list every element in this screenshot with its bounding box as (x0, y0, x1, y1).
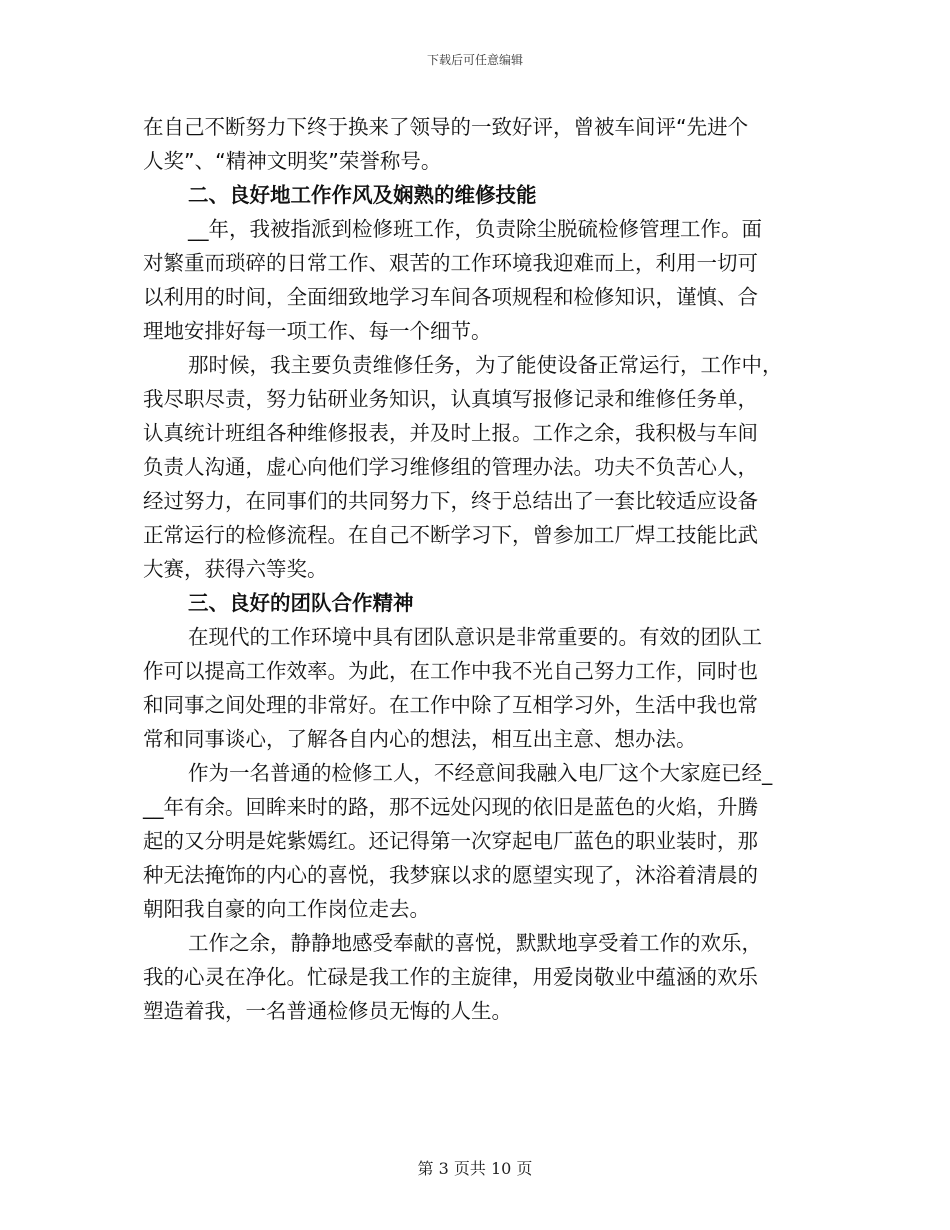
text-line: __年，我被指派到检修班工作，负责除尘脱硫检修管理工作。面 (188, 217, 762, 241)
page-header: 下载后可任意编辑 (426, 53, 523, 67)
section-heading: 三、良好的团队合作精神 (188, 591, 414, 615)
text-line: 负责人沟通，虚心向他们学习维修组的管理办法。功夫不负苦心人， (143, 455, 758, 479)
text-line: 在现代的工作环境中具有团队意识是非常重要的。有效的团队工 (188, 625, 762, 649)
section-heading: 二、良好地工作作风及娴熟的维修技能 (188, 183, 537, 207)
document-body (143, 110, 813, 1028)
text-line: 工作之余，静静地感受奉献的喜悦，默默地享受着工作的欢乐， (188, 931, 762, 955)
text-line: 理地安排好每一项工作、每一个细节。 (143, 319, 492, 343)
text-line: 作为一名普通的检修工人，不经意间我融入电厂这个大家庭已经_ (188, 761, 773, 785)
text-line: 朝阳我自豪的向工作岗位走去。 (143, 897, 430, 921)
text-line: 塑造着我，一名普通检修员无悔的人生。 (143, 999, 512, 1023)
text-line: 我的心灵在净化。忙碌是我工作的主旋律，用爱岗敬业中蕴涵的欢乐 (143, 965, 758, 989)
text-line: 种无法掩饰的内心的喜悦，我梦寐以求的愿望实现了，沐浴着清晨的 (143, 863, 758, 887)
text-line: __年有余。回眸来时的路，那不远处闪现的依旧是蓝色的火焰，升腾 (143, 795, 758, 819)
text-line: 认真统计班组各种维修报表，并及时上报。工作之余，我积极与车间 (143, 421, 758, 445)
text-line: 起的又分明是姹紫嫣红。还记得第一次穿起电厂蓝色的职业装时，那 (143, 829, 758, 853)
text-line: 和同事之间处理的非常好。在工作中除了互相学习外，生活中我也常 (143, 693, 758, 717)
text-line: 常和同事谈心，了解各自内心的想法，相互出主意、想办法。 (143, 727, 697, 751)
text-line: 在自己不断努力下终于换来了领导的一致好评，曾被车间评“先进个 (143, 115, 749, 139)
page-number-footer: 第 3 页共 10 页 (417, 1159, 533, 1178)
text-line: 人奖”、“精神文明奖”荣誉称号。 (143, 149, 442, 173)
text-line: 大赛，获得六等奖。 (143, 557, 328, 581)
text-line: 我尽职尽责，努力钻研业务知识，认真填写报修记录和维修任务单， (143, 387, 758, 411)
text-line: 对繁重而琐碎的日常工作、艰苦的工作环境我迎难而上，利用一切可 (143, 251, 758, 275)
text-line: 作可以提高工作效率。为此，在工作中我不光自己努力工作，同时也 (143, 659, 758, 683)
text-line: 正常运行的检修流程。在自己不断学习下，曾参加工厂焊工技能比武 (143, 523, 758, 547)
text-line: 以利用的时间，全面细致地学习车间各项规程和检修知识，谨慎、合 (143, 285, 758, 309)
text-line: 那时候，我主要负责维修任务，为了能使设备正常运行，工作中， (188, 353, 783, 377)
text-line: 经过努力，在同事们的共同努力下，终于总结出了一套比较适应设备 (143, 489, 758, 513)
